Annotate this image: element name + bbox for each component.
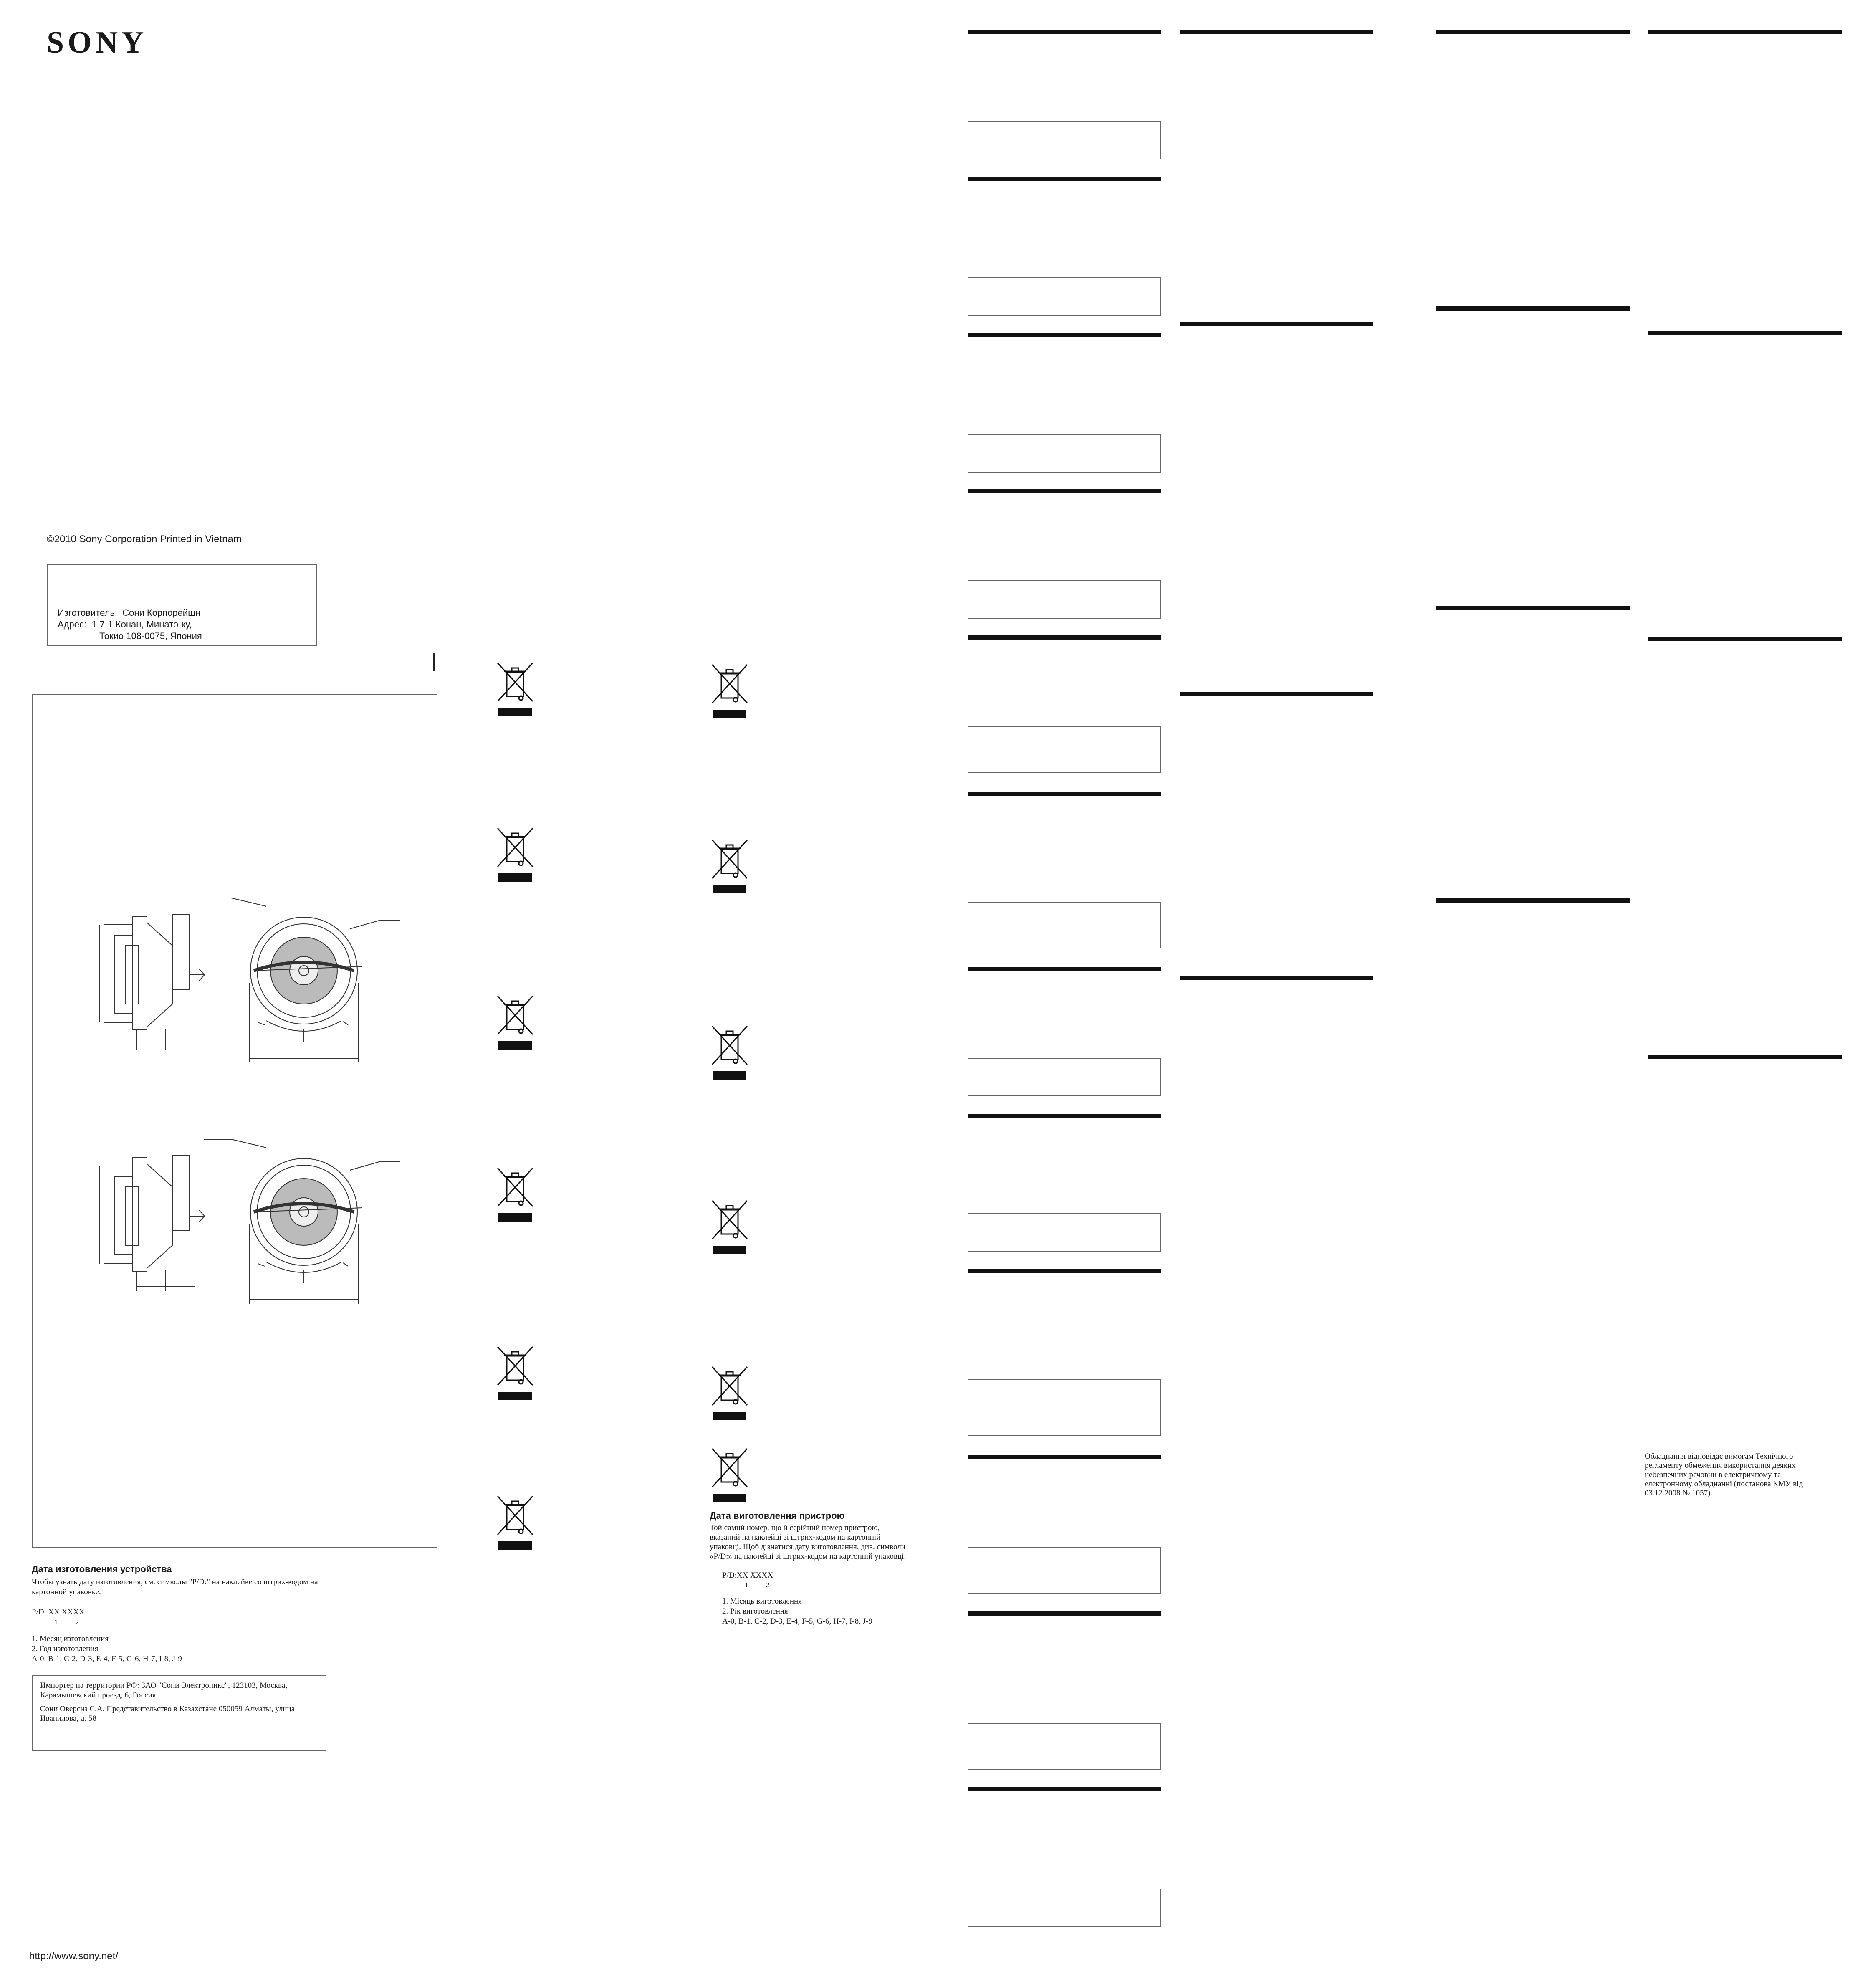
section-box	[968, 1058, 1161, 1096]
section-box	[968, 580, 1161, 619]
section-box	[968, 1889, 1161, 1927]
weee-bin-icon	[710, 1363, 750, 1426]
copyright-notice: ©2010 Sony Corporation Printed in Vietnam	[47, 534, 242, 545]
speaker-dimension-diagram	[33, 695, 437, 1547]
section-rule	[1436, 606, 1630, 610]
section-rule	[1180, 322, 1373, 326]
ua-pd-num-1: 1	[745, 1581, 748, 1589]
weee-bin-icon	[495, 1493, 535, 1555]
section-box	[968, 1547, 1161, 1594]
weee-bin-icon	[710, 661, 750, 724]
section-box	[968, 434, 1161, 473]
ua-date-body	[710, 1523, 910, 1626]
ru-date-heading: Дата изготовления устройства	[32, 1564, 172, 1574]
importer-paragraph-1: Импортер на территории РФ: ЗАО "Сони Электроникс", 123103, Москва, Карамышевский проезд, 6, Россия	[40, 1681, 288, 1700]
weee-bin-icon	[710, 1445, 750, 1508]
ua-date-codes: A-0, B-1, C-2, D-3, E-4, F-5, G-6, H-7, I-8, J-9	[722, 1617, 872, 1626]
section-rule	[968, 967, 1161, 971]
weee-bin-icon	[495, 993, 535, 1055]
crop-mark	[433, 653, 435, 671]
manufacturer-line-2: Адрес: 1-7-1 Конан, Минато-ку,	[58, 619, 192, 630]
section-rule	[968, 177, 1161, 181]
weee-bin-icon	[710, 1197, 750, 1260]
ua-date-legend	[710, 1596, 910, 1626]
speaker-diagram-bottom	[99, 1139, 400, 1304]
section-rule	[968, 1269, 1161, 1273]
section-rule	[968, 30, 1161, 34]
section-box	[968, 726, 1161, 773]
section-rule	[968, 1611, 1161, 1616]
section-box	[968, 1723, 1161, 1770]
ru-date-text: Чтобы узнать дату изготовления, см. символы "P/D:" на наклейке со штрих-кодом на картонной упаковке.	[32, 1578, 318, 1596]
section-rule	[968, 635, 1161, 640]
speaker-diagram-top	[99, 898, 400, 1062]
ua-pd-label: P/D:XX XXXX	[722, 1571, 773, 1580]
ru-date-item-2: 2. Год изготовления	[32, 1644, 99, 1653]
ua-date-heading: Дата виготовлення пристрою	[710, 1510, 845, 1521]
section-rule	[968, 792, 1161, 796]
section-box	[968, 121, 1161, 159]
ua-pd-numbers	[710, 1580, 910, 1590]
ru-date-body	[32, 1577, 324, 1664]
section-rule	[1436, 30, 1630, 34]
ru-date-legend	[32, 1634, 324, 1664]
section-rule	[1180, 976, 1373, 980]
manufacturer-line-1: Изготовитель: Сони Корпорейшн	[58, 607, 200, 618]
section-box	[968, 1379, 1161, 1436]
section-rule	[1180, 30, 1373, 34]
manufacturer-line-3: Токио 108-0075, Япония	[99, 631, 202, 641]
manufacturer-text	[58, 607, 202, 642]
ru-pd-num-1: 1	[54, 1618, 58, 1626]
section-rule	[1648, 331, 1842, 335]
ru-pd-numbers	[32, 1617, 324, 1627]
ru-pd-label: P/D: XX XXXX	[32, 1608, 85, 1616]
importer-box	[32, 1675, 326, 1751]
section-rule	[968, 489, 1161, 493]
section-rule	[1436, 898, 1630, 903]
ua-compliance-note: Обладнання відповідає вимогам Технічного регламенту обмеження використання деяких небезпечних речовин в електричному та електронному обладнанні (постанова КМУ від 03.12.2008 № 1057).	[1645, 1452, 1803, 1497]
importer-text	[40, 1681, 326, 1723]
ru-date-codes: A-0, B-1, C-2, D-3, E-4, F-5, G-6, H-7, I-8, J-9	[32, 1654, 182, 1663]
sony-logo: SONY	[47, 25, 148, 60]
dimension-diagram-frame	[32, 694, 437, 1548]
section-box	[968, 902, 1161, 948]
ru-pd-num-2: 2	[75, 1618, 79, 1626]
section-rule	[1436, 306, 1630, 311]
ua-date-text: Той самий номер, що й серійний номер пристрою, вказаний на наклейці зі штрих-кодом на картонній упаковці. Щоб дізнатися дату виготовлення, див. символи «P/D:» на наклейці зі штрих-кодом на картонній упаковці.	[710, 1523, 906, 1561]
weee-bin-icon	[710, 837, 750, 899]
sony-url: http://www.sony.net/	[29, 1950, 118, 1962]
section-box	[968, 277, 1161, 316]
weee-bin-icon	[495, 1165, 535, 1227]
ua-pd-num-2: 2	[766, 1581, 770, 1589]
section-rule	[968, 1455, 1161, 1459]
importer-paragraph-2: Сони Оверсиз С.А. Представительство в Казахстане 050059 Алматы, улица Иванилова, д. 58	[40, 1705, 295, 1723]
weee-bin-icon	[710, 1023, 750, 1085]
section-rule	[968, 333, 1161, 337]
section-box	[968, 1213, 1161, 1252]
weee-bin-icon	[495, 1343, 535, 1406]
ua-date-item-2: 2. Рік виготовлення	[722, 1607, 788, 1616]
weee-bin-icon	[495, 825, 535, 888]
section-rule	[1180, 692, 1373, 696]
manufacturer-box	[47, 564, 317, 646]
section-rule	[968, 1114, 1161, 1118]
section-rule	[968, 1787, 1161, 1791]
ua-date-item-1: 1. Місяць виготовлення	[722, 1597, 802, 1606]
section-rule	[1648, 30, 1842, 34]
section-rule	[1648, 637, 1842, 641]
weee-bin-icon	[495, 660, 535, 722]
ru-date-item-1: 1. Месяц изготовления	[32, 1634, 109, 1643]
section-rule	[1648, 1055, 1842, 1059]
